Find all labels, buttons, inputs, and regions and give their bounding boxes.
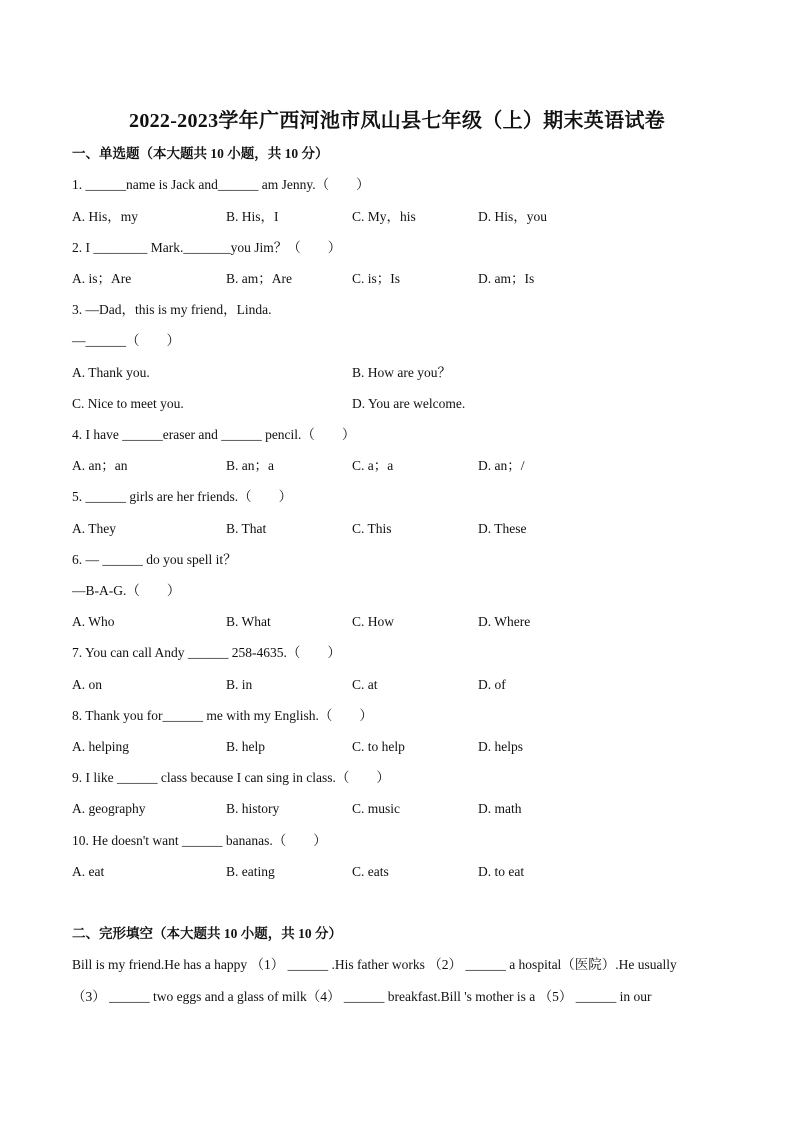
cloze-passage-line-1: Bill is my friend.He has a happy （1） ______ .His father works （2） ______ a hospital（医院）.He usually [72,957,677,972]
question-8-option-b[interactable]: B. help [226,739,265,754]
question-6-stem: 6. — ______ do you spell it？ [72,552,237,567]
question-4-stem: 4. I have ______eraser and ______ pencil.（ ） [72,427,356,442]
question-1-option-c[interactable]: C. My，his [352,209,416,224]
question-7-option-a[interactable]: A. on [72,677,102,692]
question-4-option-b[interactable]: B. an；a [226,458,274,473]
question-4-option-a[interactable]: A. an；an [72,458,128,473]
question-1-option-a[interactable]: A. His，my [72,209,139,224]
question-2-option-a[interactable]: A. is；Are [72,271,132,286]
question-7-option-c[interactable]: C. at [352,677,378,692]
question-8-option-c[interactable]: C. to help [352,739,405,754]
question-3-option-c[interactable]: C. Nice to meet you. [72,396,184,411]
question-3-option-d[interactable]: D. You are welcome. [352,396,466,411]
question-1-option-b[interactable]: B. His，I [226,209,279,224]
question-10-option-d[interactable]: D. to eat [478,864,525,879]
question-6-option-c[interactable]: C. How [352,614,395,629]
question-6-option-b[interactable]: B. What [226,614,271,629]
question-5-stem: 5. ______ girls are her friends.（ ） [72,489,293,504]
question-10-option-a[interactable]: A. eat [72,864,105,879]
section-1-heading: 一、单选题（本大题共 10 小题，共 10 分） [72,146,329,161]
question-7-stem: 7. You can call Andy ______ 258-4635.（ ） [72,645,341,660]
question-8-option-d[interactable]: D. helps [478,739,523,754]
exam-title: 2022-2023学年广西河池市凤山县七年级（上）期末英语试卷 [129,110,665,132]
question-10-stem: 10. He doesn't want ______ bananas.（ ） [72,833,327,848]
question-3-stem: 3. —Dad，this is my friend，Linda. [72,302,272,317]
question-4-option-c[interactable]: C. a；a [352,458,394,473]
question-5-option-c[interactable]: C. This [352,521,392,536]
question-5-option-b[interactable]: B. That [226,521,267,536]
question-9-stem: 9. I like ______ class because I can sing in class.（ ） [72,770,390,785]
question-7-option-d[interactable]: D. of [478,677,506,692]
question-3-stem-reply: —______（ ） [72,333,180,348]
question-4-option-d[interactable]: D. an；/ [478,458,525,473]
section-2-heading: 二、完形填空（本大题共 10 小题，共 10 分） [72,926,342,941]
question-9-option-c[interactable]: C. music [352,801,401,816]
question-5-option-d[interactable]: D. These [478,521,527,536]
question-9-option-a[interactable]: A. geography [72,801,146,816]
question-7-option-b[interactable]: B. in [226,677,253,692]
cloze-passage-line-2: （3） ______ two eggs and a glass of milk（4） ______ breakfast.Bill 's mother is a （5） ______ in our [72,989,652,1004]
question-6-option-a[interactable]: A. Who [72,614,115,629]
question-3-option-a[interactable]: A. Thank you. [72,365,150,380]
question-9-option-d[interactable]: D. math [478,801,522,816]
question-2-option-c[interactable]: C. is；Is [352,271,401,286]
question-1-stem: 1. ______name is Jack and______ am Jenny.（ ） [72,177,370,192]
question-5-option-a[interactable]: A. They [72,521,116,536]
question-2-stem: 2. I ________ Mark._______you Jim？（ ） [72,240,342,255]
question-10-option-c[interactable]: C. eats [352,864,389,879]
question-8-stem: 8. Thank you for______ me with my English.（ ） [72,708,373,723]
question-2-option-b[interactable]: B. am；Are [226,271,292,286]
question-2-option-d[interactable]: D. am；Is [478,271,535,286]
question-8-option-a[interactable]: A. helping [72,739,129,754]
question-1-option-d[interactable]: D. His，you [478,209,548,224]
question-6-option-d[interactable]: D. Where [478,614,531,629]
question-9-option-b[interactable]: B. history [226,801,280,816]
question-3-option-b[interactable]: B. How are you？ [352,365,451,380]
question-6-stem-reply: —B-A-G.（ ） [72,583,181,598]
question-10-option-b[interactable]: B. eating [226,864,275,879]
